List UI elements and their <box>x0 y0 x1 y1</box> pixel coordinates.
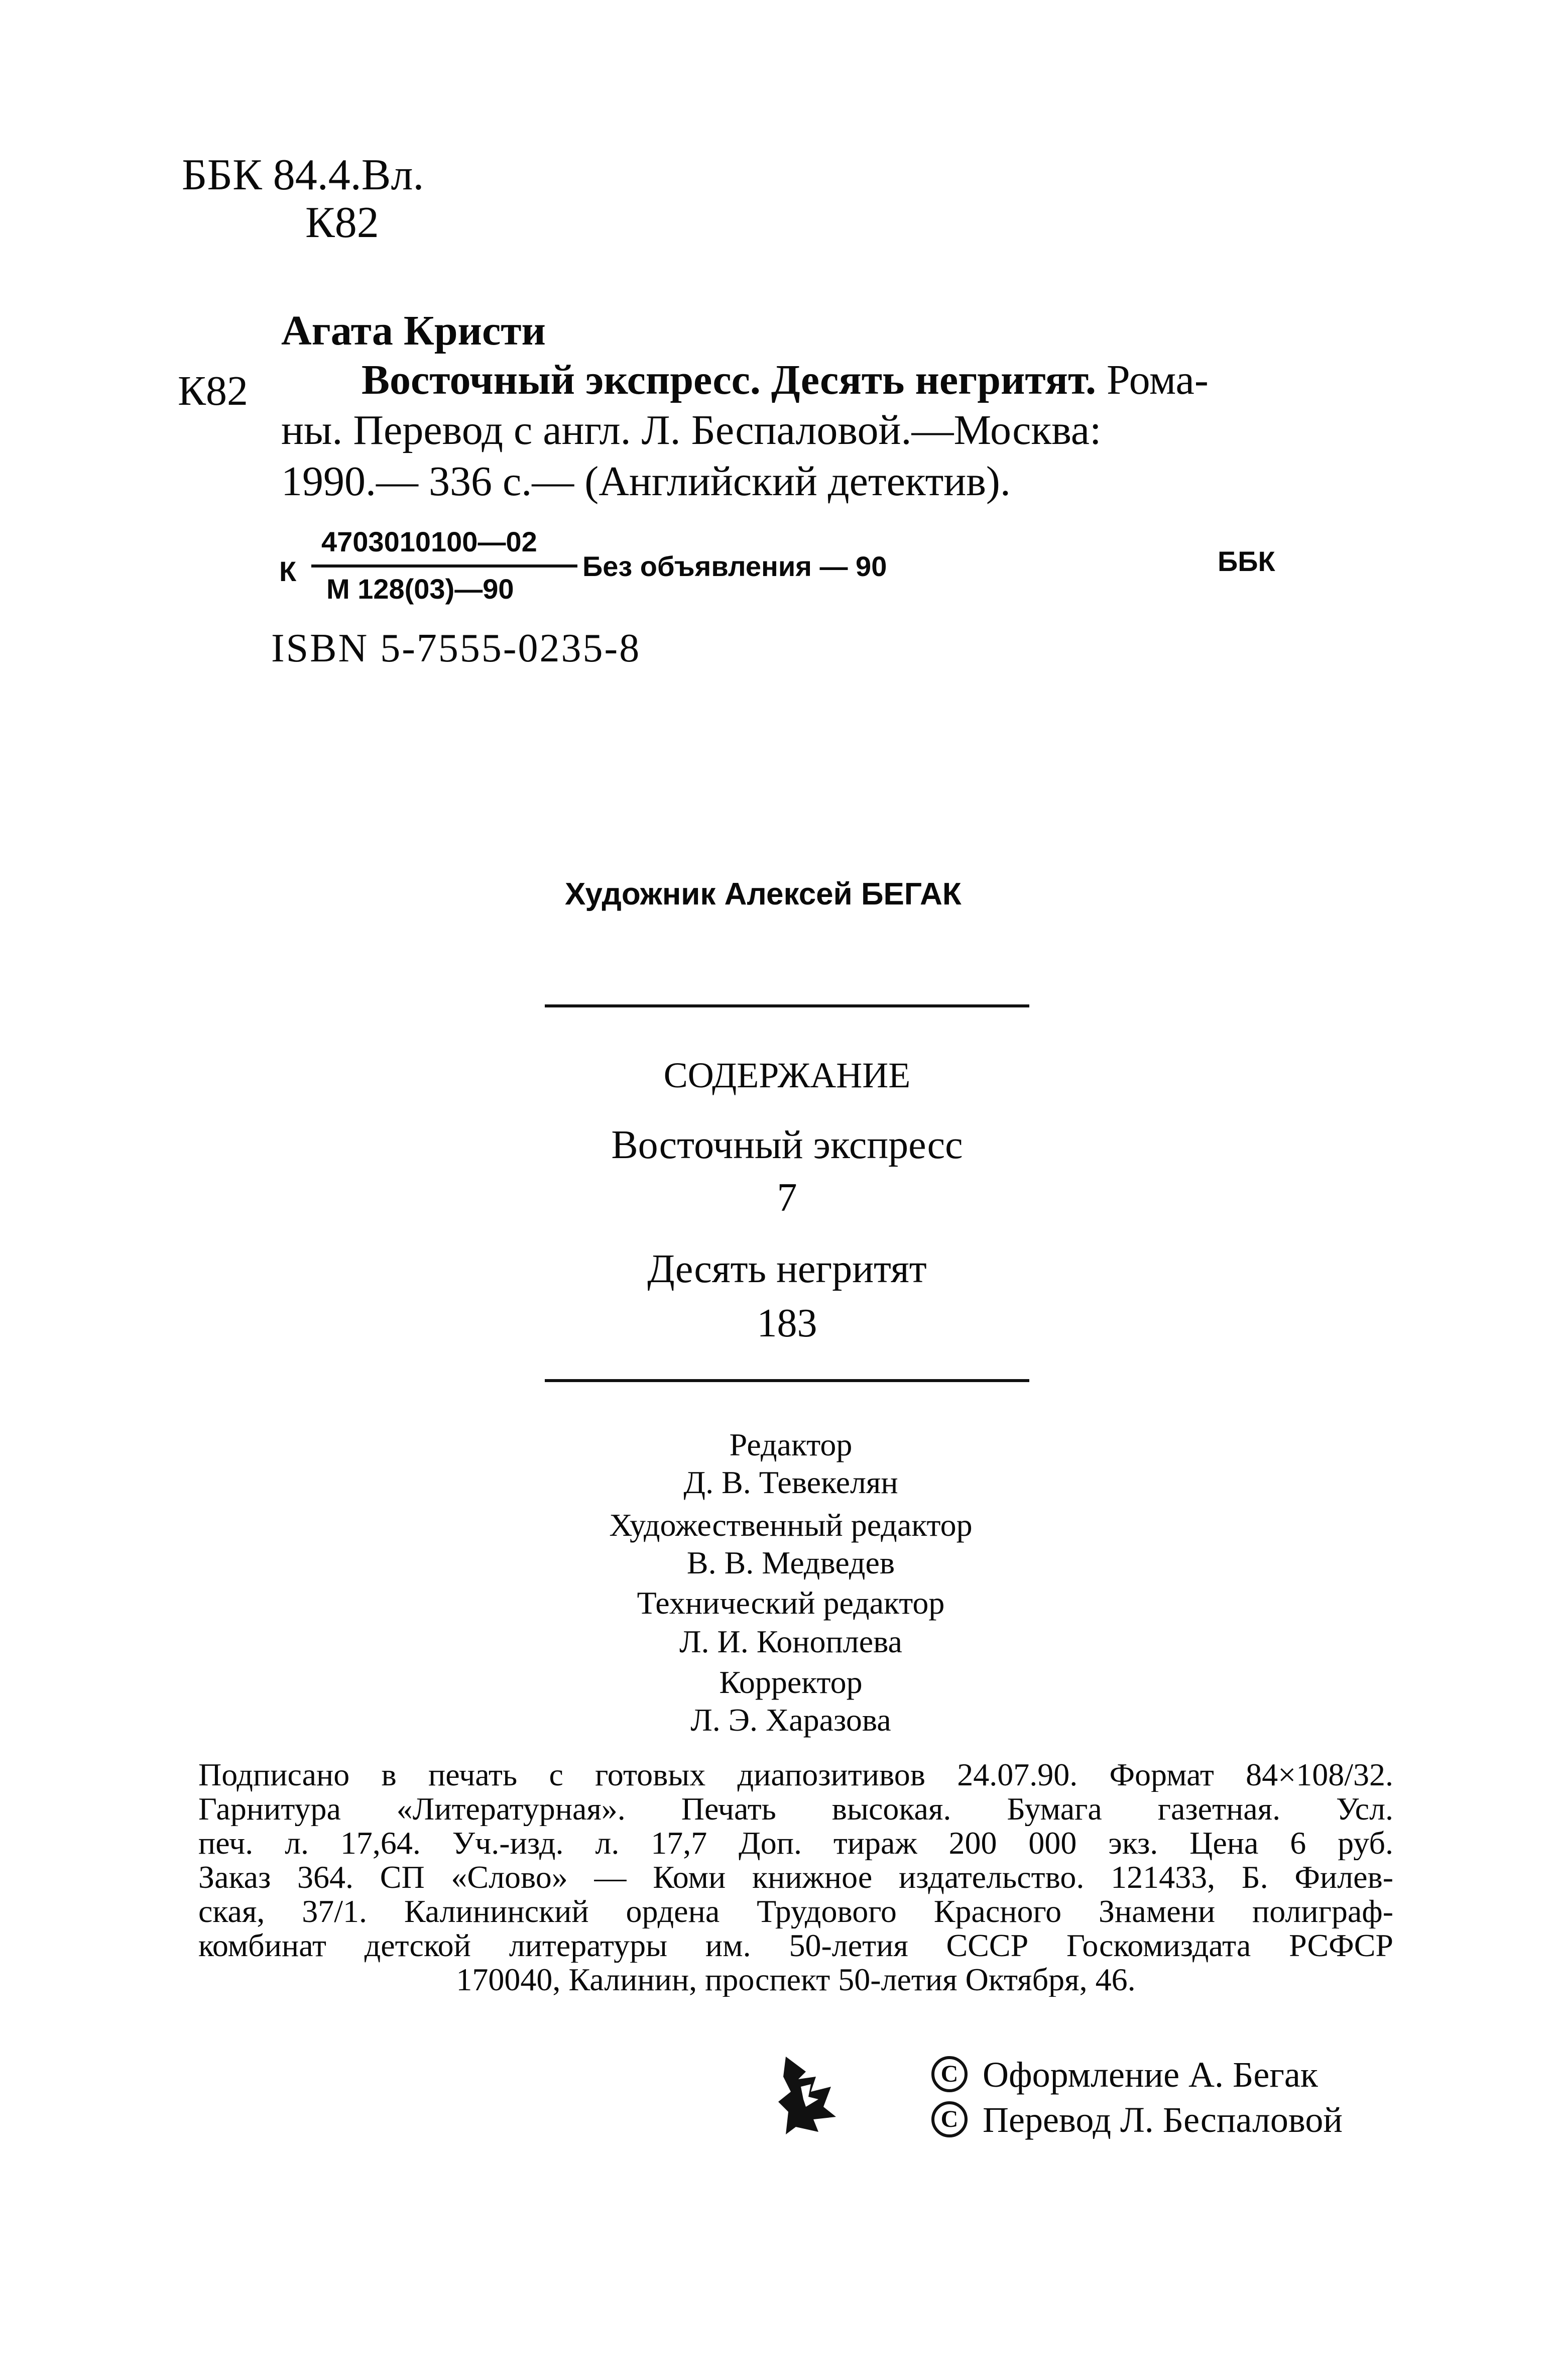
bbk-mark: ББК <box>1218 545 1275 577</box>
contents-top-rule <box>545 1004 1029 1007</box>
toc-item-page: 7 <box>777 1176 797 1220</box>
copyright-icon: C <box>931 2101 968 2137</box>
imprint-line: Подписано в печать с готовых диапозитивов 24.07.90. Формат 84×108/32. <box>198 1758 1393 1792</box>
bibliographic-line-3: 1990.— 336 с.— (Английский детектив). <box>281 458 1011 505</box>
contents-heading: СОДЕРЖАНИЕ <box>663 1055 911 1095</box>
copyright-design <box>931 2054 1318 2096</box>
imprint-line: ская, 37/1. Калининский ордена Трудового Красного Знамени полиграф- <box>198 1894 1393 1929</box>
bibliographic-text: Рома- <box>1096 357 1209 403</box>
imprint-block <box>198 1758 1393 1997</box>
imprint-line: Гарнитура «Литературная». Печать высокая. Бумага газетная. Усл. <box>198 1792 1393 1826</box>
bibliographic-title-line <box>362 356 1305 404</box>
toc-item-title: Десять негритят <box>647 1247 927 1291</box>
credit-role: Художественный редактор <box>609 1507 973 1543</box>
fraction-line <box>311 564 577 568</box>
credit-person: Л. Э. Харазова <box>690 1702 891 1738</box>
bibliographic-line-2: ны. Перевод с англ. Л. Беспаловой.—Москва: <box>281 407 1102 454</box>
index-note: Без объявления — 90 <box>582 550 887 582</box>
index-numerator: 4703010100—02 <box>321 526 537 557</box>
copyright-icon: C <box>931 2056 968 2092</box>
side-author-mark: К82 <box>178 368 249 414</box>
author-name: Агата Кристи <box>281 307 546 354</box>
credit-role: Технический редактор <box>637 1585 945 1621</box>
credit-person: Д. В. Тевекелян <box>683 1464 898 1500</box>
toc-item-title: Восточный экспресс <box>611 1123 963 1167</box>
credit-role: Редактор <box>729 1427 853 1462</box>
imprint-line: 170040, Калинин, проспект 50-летия Октября, 46. <box>456 1963 1136 1997</box>
imprint-line: Заказ 364. СП «Слово» — Коми книжное издательство. 121433, Б. Филев- <box>198 1860 1393 1894</box>
artist-credit: Художник Алексей БЕГАК <box>565 877 962 912</box>
isbn: ISBN 5-7555-0235-8 <box>271 626 641 670</box>
author-mark: К82 <box>305 198 379 247</box>
index-letter: К <box>279 555 297 587</box>
credit-person: Л. И. Коноплева <box>679 1624 902 1659</box>
book-titles: Восточный экспресс. Десять негритят. <box>362 357 1096 403</box>
copyright-translation-text: Перевод Л. Беспаловой <box>983 2100 1343 2140</box>
copyright-translation <box>931 2099 1343 2141</box>
copyright-design-text: Оформление А. Бегак <box>983 2055 1318 2095</box>
credit-role: Корректор <box>719 1664 863 1700</box>
index-denominator: М 128(03)—90 <box>326 573 514 605</box>
imprint-line: печ. л. 17,64. Уч.-изд. л. 17,7 Доп. тираж 200 000 экз. Цена 6 руб. <box>198 1826 1393 1860</box>
toc-item-page: 183 <box>757 1301 817 1345</box>
imprint-line: комбинат детской литературы им. 50-летия СССР Госкомиздата РСФСР <box>198 1929 1393 1963</box>
bbk-classification: ББК 84.4.Вл. <box>182 151 424 199</box>
publisher-logo-icon <box>776 2052 841 2137</box>
credit-person: В. В. Медведев <box>686 1545 895 1580</box>
contents-bottom-rule <box>545 1379 1029 1382</box>
